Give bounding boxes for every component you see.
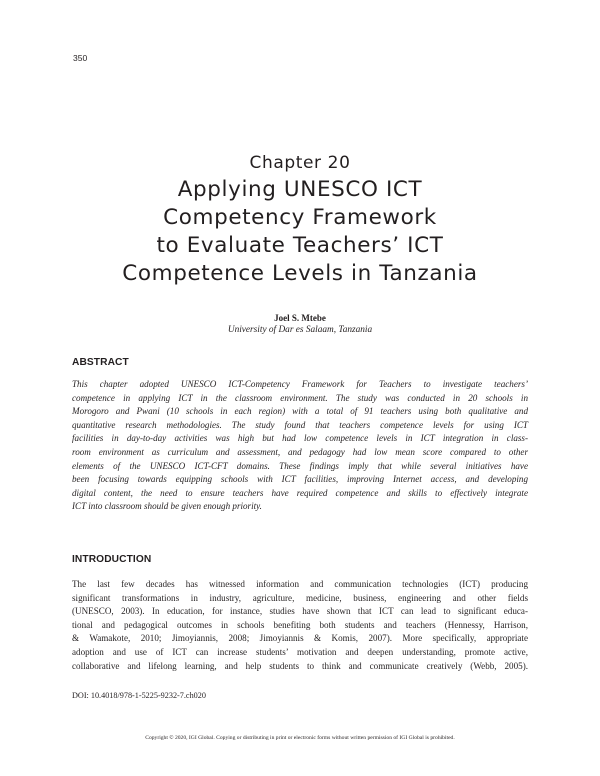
abstract-line: competence in applying ICT in the classroom environment. The study was conducted in 20 schools in bbox=[72, 392, 528, 403]
body-line: (UNESCO, 2003). In education, for instance, studies have shown that ICT can lead to significant educa- bbox=[72, 606, 528, 617]
abstract-line: elements of the UNESCO ICT-CFT domains. These findings imply that while several initiatives have bbox=[72, 460, 528, 471]
chapter-title-line: Competence Levels in Tanzania bbox=[122, 261, 478, 286]
abstract-line: Morogoro and Pwani (10 schools in each region) with a total of 91 teachers using both qualitative and bbox=[72, 406, 528, 417]
body-line: The last few decades has witnessed information and communication technologies (ICT) producing bbox=[72, 579, 528, 589]
chapter-label: Chapter 20 bbox=[249, 153, 351, 173]
body-line: & Wamakote, 2010; Jimoyiannis, 2008; Jimoyiannis & Komis, 2007). More specifically, appropriate bbox=[72, 633, 528, 644]
introduction-text bbox=[72, 578, 528, 673]
abstract-line: This chapter adopted UNESCO ICT-Competency Framework for Teachers to investigate teachers’ bbox=[72, 379, 528, 389]
abstract-line: facilities in day-to-day activities was high but had low competence levels in ICT integration in class- bbox=[72, 433, 528, 444]
body-line: collaborative and lifelong learning, and help students to think and communicate creatively (Webb, 2005). bbox=[72, 660, 528, 671]
abstract-line: ICT into classroom should be given enough priority. bbox=[72, 501, 262, 512]
body-line: adoption and use of ICT can increase students’ motivation and deepen understanding, promote active, bbox=[72, 646, 528, 657]
abstract-line: digital content, the need to ensure teachers have required competence and skills to effectively integrate bbox=[72, 487, 528, 498]
doi: DOI: 10.4018/978-1-5225-9232-7.ch020 bbox=[72, 691, 206, 700]
author-name: Joel S. Mtebe bbox=[274, 313, 326, 323]
author-affiliation: University of Dar es Salaam, Tanzania bbox=[227, 325, 373, 335]
abstract-line: room environment as curriculum and assessment, and pedagogy had low mean score compared to other bbox=[72, 446, 528, 457]
chapter-title bbox=[40, 176, 560, 288]
page-number: 350 bbox=[73, 53, 88, 63]
chapter-title-line: Applying UNESCO ICT bbox=[177, 177, 423, 202]
copyright-notice: Copyright © 2020, IGI Global. Copying or distributing in print or electronic forms without written permission of IGI Global is prohibited. bbox=[145, 735, 455, 741]
body-line: tional and pedagogical outcomes in schools benefiting both students and teachers (Hennessy, Harrison, bbox=[72, 619, 528, 630]
abstract-text bbox=[72, 378, 528, 514]
chapter-title-line: Competency Framework bbox=[163, 205, 437, 230]
body-line: significant transformations in industry, agriculture, medicine, business, engineering and other fields bbox=[72, 592, 528, 603]
introduction-heading: INTRODUCTION bbox=[72, 554, 152, 565]
abstract-line: quantitative research methodologies. The study found that teachers competence levels for using ICT bbox=[72, 419, 528, 430]
abstract-line: been focusing towards equipping schools with ICT facilities, improving Internet access, and developing bbox=[72, 474, 528, 485]
chapter-title-line: to Evaluate Teachers’ ICT bbox=[156, 233, 444, 258]
abstract-heading: ABSTRACT bbox=[72, 357, 129, 368]
